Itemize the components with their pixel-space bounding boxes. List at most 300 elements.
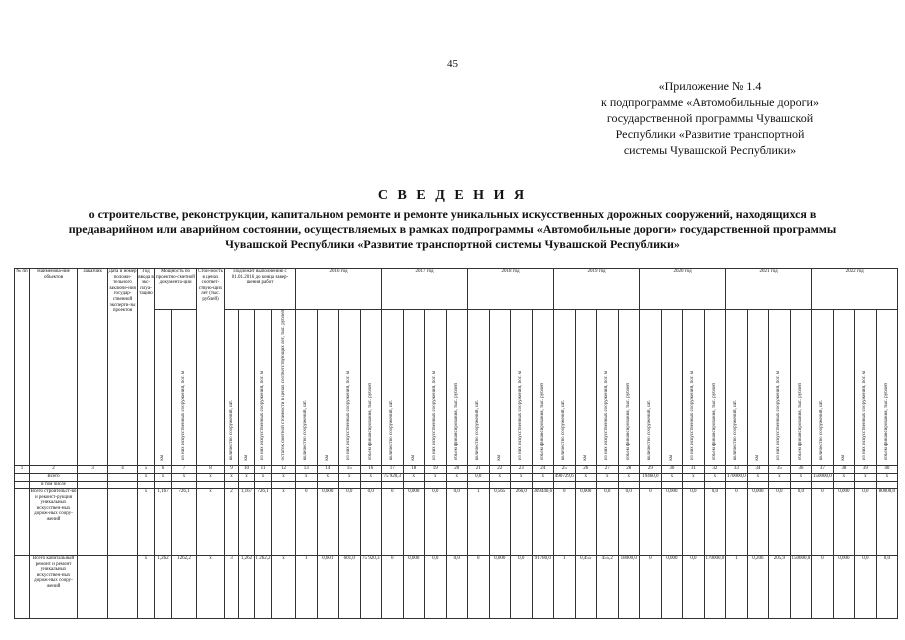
table-cell: 0,0 [360,488,382,555]
table-cell: 0,000 [661,555,683,618]
column-index: 39 [855,465,877,473]
table-cell: x [704,473,726,481]
table-cell [876,481,898,488]
table-cell [425,481,447,488]
table-cell: x [790,473,812,481]
table-cell: 75 920,3 [360,555,382,618]
table-cell: 726,1 [255,488,272,555]
subheader-bridges-text: из них искусственных сооружений, пог. м [862,371,868,461]
table-cell: 0,0 [511,555,533,618]
appendix-line: «Приложение № 1.4 [658,79,762,93]
row-object-name: в том числе [30,481,78,488]
table-cell [108,481,138,488]
table-cell: x [532,473,554,481]
table-cell: 0,000 [575,488,597,555]
table-cell: x [747,473,769,481]
document-title: С В Е Д Е Н И Я [377,188,528,203]
header-year: 2022 год [812,269,898,310]
subheader-bridges [172,310,197,466]
table-cell: 0,000 [833,488,855,555]
table-cell: 0,000 [489,555,511,618]
subheader-remaining-cost-text: остаток сметной стоимости в ценах соответствующих лет, тыс. рублей [280,310,286,461]
header-year: 2017 год [382,269,468,310]
table-cell: 0,0 [339,488,361,555]
table-cell: x [138,473,155,481]
column-index: 25 [554,465,576,473]
table-cell [597,481,619,488]
subheader-count [640,310,662,466]
subheader-financing [532,310,554,466]
column-index: 12 [272,465,296,473]
table-cell: 1 [726,555,748,618]
subheader-km-text: км [496,454,502,461]
table-cell: x [769,473,791,481]
header-customer: Заказчик [78,269,108,466]
subheader-km-text: км [160,454,165,461]
subheader-bridges [597,310,619,466]
table-cell: 1 262,2 [255,555,272,618]
header-cost: Стои-мость в ценах соответ-ствую-щих лет (тыс. рублей) [197,269,225,466]
subheader-bridges [683,310,705,466]
table-cell: 19460,0 [640,473,662,481]
column-index: 26 [575,465,597,473]
column-index: 24 [532,465,554,473]
column-index: 9 [225,465,239,473]
table-cell [138,481,155,488]
subheader-km [239,310,255,466]
table-cell: 0,565 [489,488,511,555]
table-cell: x [138,488,155,555]
table-cell: 80000,0 [876,488,898,555]
subheader-financing-text: объем финансирования, тыс. рублей [367,383,373,461]
column-index: 1 [15,465,30,473]
table-cell: x [138,555,155,618]
table-cell [812,481,834,488]
table-cell: x [876,473,898,481]
subheader-financing-text: объем финансирования, тыс. рублей [625,383,631,461]
table-cell: 0,000 [317,488,339,555]
table-cell: 0 [296,488,318,555]
table-cell [468,481,490,488]
table-cell [382,481,404,488]
table-cell: 455,2 [597,555,619,618]
subheader-km [833,310,855,466]
subheader-km-text: км [324,454,330,461]
header-year: 2016 год [296,269,382,310]
table-cell: 0 [812,488,834,555]
header-object-name: Наименова-ние объектов [30,269,78,466]
table-cell: 0,206 [747,555,769,618]
table-cell: 0 [382,555,404,618]
table-cell: 1 [468,488,490,555]
table-cell: x [225,473,239,481]
subheader-financing-text: объем финансирования, тыс. рублей [797,383,803,461]
table-cell [747,481,769,488]
subheader-km-text: км [582,454,588,461]
table-cell: 0 [812,555,834,618]
table-row [15,488,898,555]
table-cell: 0,000 [403,488,425,555]
subheader-count-text: количество сооружений, шт. [647,400,653,461]
subheader-km [661,310,683,466]
table-row [15,481,898,488]
table-cell: 0,0 [425,555,447,618]
row-object-name: Всего строительст-во и реконст-рукция уникальных искусствен-ных дорож-ных соору-жений [30,488,78,555]
table-cell: 1 [296,555,318,618]
column-index: 7 [172,465,197,473]
column-index: 32 [704,465,726,473]
table-cell [489,481,511,488]
table-cell: 0,000 [403,555,425,618]
header-commissioning-year: Год ввода в экс-плуа-тацию [138,269,155,466]
subheader-bridges [339,310,361,466]
subheader-count [554,310,576,466]
table-cell: 1,262 [239,555,255,618]
table-cell: 490729,6 [554,473,576,481]
table-cell [683,481,705,488]
table-cell [225,481,239,488]
table-cell: 0,0 [855,555,877,618]
subheader-km-text: км [840,454,846,461]
table-cell [726,481,748,488]
subheader-financing [618,310,640,466]
subheader-count-text: количество сооружений, шт. [303,400,309,461]
column-index: 28 [618,465,640,473]
table-cell [640,481,662,488]
subheader-financing-text: объем финансирования, тыс. рублей [883,383,889,461]
subheader-bridges-text: из них искусственных сооружений, пог. м [776,371,782,461]
table-header-row [15,269,898,310]
table-cell: 0,0 [683,488,705,555]
table-cell: x [255,473,272,481]
data-table [14,268,898,619]
table-cell: 1,167 [239,488,255,555]
table-cell: x [511,473,533,481]
subheader-financing [790,310,812,466]
subheader-km-text: км [668,454,674,461]
table-cell: x [661,473,683,481]
table-cell: 0,0 [446,555,468,618]
table-cell [272,481,296,488]
table-cell: 1262,2 [172,555,197,618]
column-index: 11 [255,465,272,473]
table-cell [108,488,138,555]
subheader-km [489,310,511,466]
table-cell: 0,601 [317,555,339,618]
table-cell: 0 [726,488,748,555]
subheader-bridges [255,310,272,466]
column-index: 38 [833,465,855,473]
subheader-bridges-text: из них искусственных сооружений, пог. м [432,371,438,461]
subheader-remaining-cost [272,310,296,466]
table-cell: 309440,6 [532,488,554,555]
page-number: 45 [447,58,458,70]
table-cell [855,481,877,488]
subheader-km [747,310,769,466]
column-index: 23 [511,465,533,473]
subheader-financing [360,310,382,466]
header-capacity: Мощность по проектно-сметной документа-ции [155,269,197,310]
appendix-line: системы Чувашской Республики» [623,143,797,157]
table-column-index-row [15,465,898,473]
table-cell: x [172,473,197,481]
appendix-note [560,78,860,158]
table-cell [78,488,108,555]
table-cell: 75 920,3 [382,473,404,481]
subheader-bridges-text: из них искусственных сооружений, пог. м [604,371,610,461]
table-cell: x [618,473,640,481]
table-cell: 0,0 [618,488,640,555]
table-cell [155,481,172,488]
table-cell: 0,0 [704,488,726,555]
table-cell: 0,455 [575,555,597,618]
subheader-count [225,310,239,466]
subheader-bridges-text: из них искусственных сооружений, пог. м [690,371,696,461]
subheader-count-text: количество сооружений, шт. [228,400,234,461]
table-cell [833,481,855,488]
table-cell: 0 [640,555,662,618]
column-index: 22 [489,465,511,473]
table-cell: x [197,473,225,481]
table-cell: 0,0 [769,488,791,555]
header-year: 2021 год [726,269,812,310]
table-cell: x [575,473,597,481]
column-index: 14 [317,465,339,473]
table-cell: x [597,473,619,481]
subheader-bridges-text: из них искусственных сооружений, пог. м [518,371,524,461]
column-index: 40 [876,465,898,473]
table-cell: 91780,0 [532,555,554,618]
table-cell: 1,167 [155,488,172,555]
table-cell [769,481,791,488]
appendix-line: государственной программы Чувашской [606,111,814,125]
table-cell: x [239,473,255,481]
table-cell: 18000,0 [618,555,640,618]
header-expertise: Дата и номер положи-тельного заключе-ния государ-ственной эксперти-зы проектов [108,269,138,466]
subheader-bridges [425,310,447,466]
table-cell: 0,0 [468,473,490,481]
subheader-financing [876,310,898,466]
table-cell: 0 [382,488,404,555]
subheader-bridges [511,310,533,466]
subheader-bridges-text: из них искусственных сооружений, пог. м [260,371,265,461]
table-cell [403,481,425,488]
table-cell: 150000,0 [812,473,834,481]
header-year: 2020 год [640,269,726,310]
subheader-km [317,310,339,466]
table-cell [78,473,108,481]
table-cell: 170000,0 [726,473,748,481]
table-cell: 0,0 [683,555,705,618]
table-cell: 0,000 [747,488,769,555]
subheader-financing-text: объем финансирования, тыс. рублей [453,383,459,461]
column-index: 27 [597,465,619,473]
table-cell [790,481,812,488]
column-index: 4 [108,465,138,473]
column-index: 8 [197,465,225,473]
table-cell: x [855,473,877,481]
column-index: 3 [78,465,108,473]
subheader-count-text: количество сооружений, шт. [819,400,825,461]
table-cell: x [489,473,511,481]
table-cell [197,481,225,488]
table-row [15,555,898,618]
table-cell: 1 [554,555,576,618]
column-index: 29 [640,465,662,473]
table-row [15,473,898,481]
table-cell: 0 [640,488,662,555]
table-cell [532,481,554,488]
table-cell [78,555,108,618]
appendix-line: Республики «Развитие транспортной [615,127,805,141]
table-cell: 0,0 [446,488,468,555]
subheader-count [296,310,318,466]
column-index: 30 [661,465,683,473]
column-index: 17 [382,465,404,473]
table-cell: x [296,473,318,481]
table-cell: 0 [468,555,490,618]
table-cell: 0,000 [833,555,855,618]
table-cell [618,481,640,488]
subheader-financing [704,310,726,466]
table-cell: x [272,488,296,555]
table-cell: 0,0 [855,488,877,555]
subheader-financing-text: объем финансирования, тыс. рублей [711,383,717,461]
column-index: 15 [339,465,361,473]
document-subtitle: о строительстве, реконструкции, капитальном ремонте и ремонте уникальных искусственных дорожных сооружений, находящихся в предаварийном или аварийном состоянии, осуществляемых в рамках подпрограммы «Автомобильные дороги» государственной программы Чувашской Республики «Развитие транспортной системы Чувашской Республики» [68,207,837,251]
column-index: 37 [812,465,834,473]
subheader-bridges [769,310,791,466]
subheader-km [155,310,172,466]
column-index: 19 [425,465,447,473]
table-cell [704,481,726,488]
table-cell: 170000,0 [704,555,726,618]
table-cell: x [197,555,225,618]
table-cell: 0,0 [597,488,619,555]
subheader-count-text: количество сооружений, шт. [475,400,481,461]
table-cell: 726,1 [172,488,197,555]
header-number: № пп [15,269,30,466]
subheader-count-text: количество сооружений, шт. [561,400,567,461]
table-cell: x [339,473,361,481]
data-table-wrapper [14,268,895,589]
column-index: 20 [446,465,468,473]
row-object-name: Всего [30,473,78,481]
table-cell: x [683,473,705,481]
appendix-line: к подпрограмме «Автомобильные дороги» [601,95,819,109]
table-cell [317,481,339,488]
subheader-km [575,310,597,466]
table-cell [511,481,533,488]
column-index: 2 [30,465,78,473]
column-index: 5 [138,465,155,473]
table-cell: 0,0 [425,488,447,555]
subheader-km [403,310,425,466]
table-cell: 601,0 [339,555,361,618]
subheader-count [812,310,834,466]
subheader-financing-text: объем финансирования, тыс. рублей [539,383,545,461]
subheader-bridges-text: из них искусственных сооружений, пог. м [181,371,186,461]
subheader-bridges [855,310,877,466]
table-cell: x [425,473,447,481]
header-year: 2019 год [554,269,640,310]
table-cell: 205,9 [769,555,791,618]
table-cell [78,481,108,488]
table-cell: 0,0 [876,555,898,618]
row-object-name: Всего капитальный ремонт и ремонт уникальных искусствен-ных дорож-ных соору-жений [30,555,78,618]
row-number [15,481,30,488]
subheader-count [468,310,490,466]
table-cell: x [197,488,225,555]
header-year: 2018 год [468,269,554,310]
table-cell [575,481,597,488]
header-remaining: Подлежит выполнению с 01.01.2016 до конца завер-шения работ [225,269,296,310]
column-index: 6 [155,465,172,473]
column-index: 33 [726,465,748,473]
column-index: 34 [747,465,769,473]
table-cell: x [272,555,296,618]
table-cell [296,481,318,488]
table-cell [360,481,382,488]
table-cell: x [403,473,425,481]
table-cell: 0,000 [661,488,683,555]
column-index: 10 [239,465,255,473]
column-index: 18 [403,465,425,473]
subheader-count [726,310,748,466]
table-cell [108,555,138,618]
subheader-financing [446,310,468,466]
row-number [15,555,30,618]
table-cell: 0,0 [790,488,812,555]
subheader-count-text: количество сооружений, шт. [733,400,739,461]
column-index: 16 [360,465,382,473]
table-cell [255,481,272,488]
table-cell [108,473,138,481]
table-cell: x [446,473,468,481]
table-cell [446,481,468,488]
table-cell [239,481,255,488]
column-index: 13 [296,465,318,473]
subheader-km-text: км [243,454,249,461]
table-cell: x [155,473,172,481]
table-cell [339,481,361,488]
table-cell: x [272,473,296,481]
row-number [15,473,30,481]
column-index: 31 [683,465,705,473]
subheader-count [382,310,404,466]
column-index: 21 [468,465,490,473]
subheader-km-text: км [754,454,760,461]
column-index: 36 [790,465,812,473]
subheader-bridges-text: из них искусственных сооружений, пог. м [346,371,352,461]
table-cell: 0 [554,488,576,555]
table-cell: x [833,473,855,481]
table-cell [554,481,576,488]
row-number [15,488,30,555]
table-cell: 2 [225,488,239,555]
subheader-count-text: количество сооружений, шт. [389,400,395,461]
table-cell: 150000,0 [790,555,812,618]
table-cell [661,481,683,488]
column-index: 35 [769,465,791,473]
subheader-km-text: км [410,454,416,461]
table-cell: 266,0 [511,488,533,555]
table-cell [172,481,197,488]
table-cell: x [360,473,382,481]
table-cell: 1,262 [155,555,172,618]
table-cell: x [317,473,339,481]
table-cell: 3 [225,555,239,618]
